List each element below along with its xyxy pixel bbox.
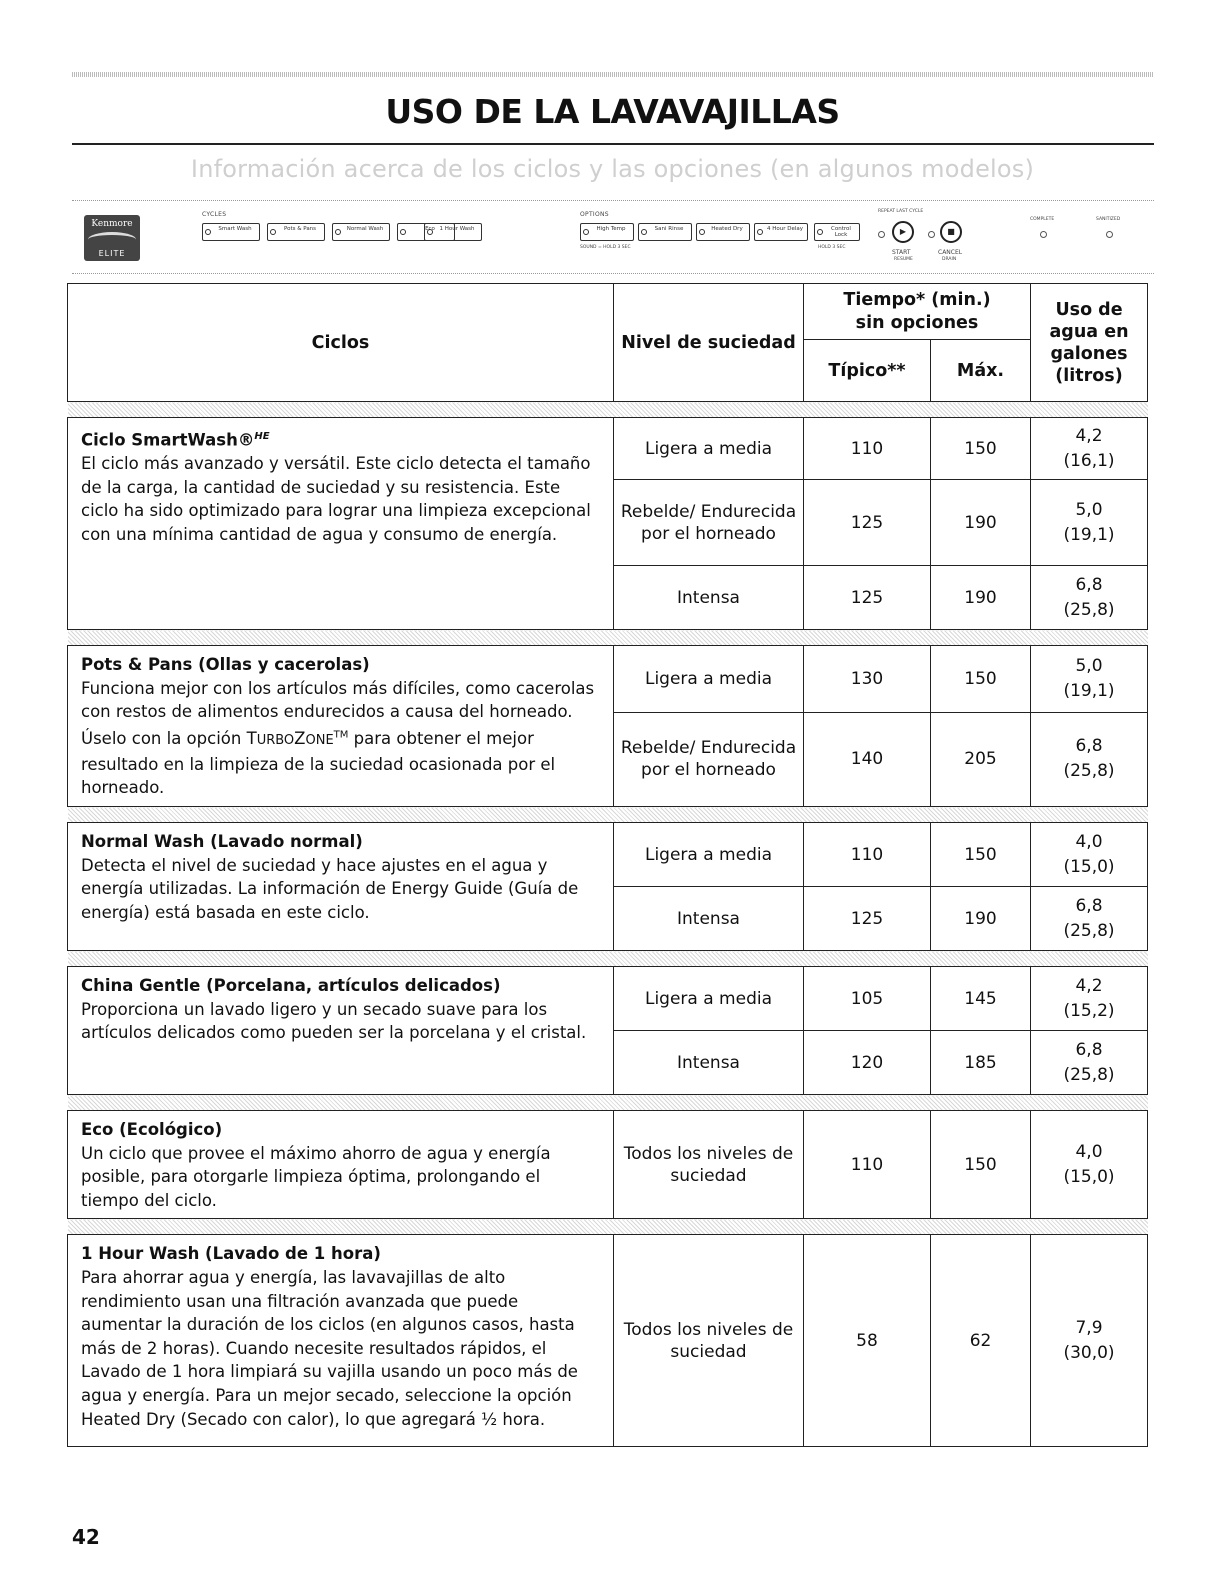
cycle-button-smart-wash: Smart Wash [202, 223, 260, 241]
logo-tag: ELITE [98, 249, 126, 258]
water-usage [1031, 566, 1148, 630]
water-liters: (19,1) [1063, 680, 1115, 701]
complete-label: COMPLETE [1030, 217, 1055, 222]
time-typical: 125 [804, 480, 931, 566]
water-liters: (19,1) [1063, 524, 1115, 545]
logo-brand: Kenmore [91, 219, 133, 229]
table-header-row [68, 284, 1148, 340]
header-cycles: Ciclos [68, 284, 614, 402]
soil-level: Ligera a media [614, 646, 804, 713]
drain-label: DRAIN [942, 257, 957, 262]
time-max: 150 [931, 646, 1031, 713]
water-gallons: 4,2 [1075, 425, 1103, 446]
control-lock-button: Control Lock [814, 223, 860, 241]
cycle-1-hour-wash-cell [68, 1235, 614, 1447]
soil-level: Todos los niveles de suciedad [614, 1235, 804, 1447]
water-usage [1031, 1111, 1148, 1219]
time-typical: 110 [804, 1111, 931, 1219]
cycle-description: Para ahorrar agua y energía, las lavavajillas de alto rendimiento usan una filtración avanzada que puede aumentar la duración de los ciclos (en algunos casos, hasta más de 2 horas). Cuando necesite resultados rápidos, el Lavado de 1 hora limpiará su vajilla usando un poco más de agua y energía. Para un mejor secado, seleccione la opción Heated Dry (Secado con calor), lo que agregará ½ hora. [81, 1268, 578, 1429]
cycle-button-normal-wash: Normal Wash [332, 223, 390, 241]
header-water: Uso de agua en galones (litros) [1031, 284, 1148, 402]
sound-hold-note: SOUND = HOLD 3 SEC [580, 245, 631, 250]
water-gallons: 4,2 [1075, 975, 1103, 996]
table-row [68, 646, 1148, 713]
cycle-button-1-hour-wash: 1 Hour Wash [424, 223, 482, 241]
water-gallons: 4,0 [1075, 1141, 1103, 1162]
cycle-pots-pans-cell [68, 646, 614, 807]
header-soil-level: Nivel de suciedad [614, 284, 804, 402]
water-liters: (25,8) [1063, 599, 1115, 620]
cycle-description: Proporciona un lavado ligero y un secado suave para los artículos delicados como pueden ser la porcelana y el cristal. [81, 999, 587, 1043]
water-liters: (16,1) [1063, 450, 1115, 471]
water-liters: (25,8) [1063, 920, 1115, 941]
control-panel-illustration [72, 200, 1154, 274]
row-gap [68, 951, 1148, 967]
description-part: para obtener el mejor resultado en la limpieza de la suciedad ocasionada por el horneado. [81, 729, 556, 798]
time-max: 190 [931, 566, 1031, 630]
soil-level: Rebelde/ Endurecida por el horneado [614, 480, 804, 566]
water-liters: (15,0) [1063, 1166, 1115, 1187]
time-typical: 58 [804, 1235, 931, 1447]
time-max: 62 [931, 1235, 1031, 1447]
water-usage [1031, 1031, 1148, 1095]
cycle-eco-cell [68, 1111, 614, 1219]
water-usage [1031, 418, 1148, 480]
row-gap [68, 402, 1148, 418]
table-row [68, 967, 1148, 1031]
cycle-name: Eco (Ecológico) [81, 1120, 223, 1140]
water-gallons: 5,0 [1075, 655, 1103, 676]
header-time [804, 284, 1031, 340]
water-gallons: 6,8 [1075, 895, 1103, 916]
turbozone-brand: ONE [305, 733, 334, 749]
hold-3-sec-note: HOLD 3 SEC [818, 245, 846, 250]
cycle-china-gentle-cell [68, 967, 614, 1095]
page-number: 42 [72, 1525, 100, 1549]
time-max: 145 [931, 967, 1031, 1031]
water-usage [1031, 823, 1148, 887]
header-time-sub: sin opciones [855, 312, 979, 333]
time-max: 150 [931, 823, 1031, 887]
cycle-button-pots-pans: Pots & Pans [267, 223, 325, 241]
turbozone-brand: T [246, 729, 257, 749]
water-gallons: 6,8 [1075, 736, 1103, 757]
water-usage [1031, 887, 1148, 951]
repeat-last-cycle-label: REPEAT LAST CYCLE [878, 209, 924, 214]
time-typical: 140 [804, 712, 931, 806]
cancel-indicator [928, 231, 935, 238]
water-gallons: 6,8 [1075, 1039, 1103, 1060]
water-usage [1031, 480, 1148, 566]
water-usage [1031, 646, 1148, 713]
page-subtitle: Información acerca de los ciclos y las opciones (en algunos modelos) [190, 155, 1035, 183]
soil-level: Ligera a media [614, 823, 804, 887]
table-row [68, 823, 1148, 887]
cycle-name [81, 425, 599, 452]
cycle-description: El ciclo más avanzado y versátil. Este ciclo detecta el tamaño de la carga, la cantidad de suciedad y su resistencia. Este ciclo ha sido optimizado para lograr una limpieza excepcional con una mínima cantidad de agua y consumo de energía. [81, 454, 591, 544]
time-typical: 110 [804, 823, 931, 887]
water-usage [1031, 712, 1148, 806]
cycle-description: Un ciclo que provee el máximo ahorro de agua y energía posible, para otorgarle limpieza óptima, prolongando el tiempo del ciclo. [81, 1143, 551, 1210]
cycle-name: Pots & Pans (Ollas y cacerolas) [81, 655, 370, 674]
start-label: START [892, 249, 911, 256]
option-button-high-temp: High Temp [580, 223, 634, 241]
cycle-description: Detecta el nivel de suciedad y hace ajustes en el agua y energía utilizadas. La información de Energy Guide (Guía de energía) está basada en este ciclo. [81, 855, 579, 922]
row-gap [68, 1095, 1148, 1111]
row-gap [68, 1219, 1148, 1235]
cycle-name: China Gentle (Porcelana, artículos delicados) [81, 976, 501, 996]
logo-wave-icon [88, 232, 136, 247]
option-button-4-hour-delay: 4 Hour Delay [754, 223, 808, 241]
sanitized-label: SANITIZED [1096, 217, 1121, 222]
header-time-label: Tiempo* (min.) [843, 289, 991, 310]
cycle-button-eco: Eco [397, 223, 455, 241]
title-rule [72, 143, 1154, 145]
water-liters: (15,0) [1063, 856, 1115, 877]
cycles-label: CYCLES [202, 211, 227, 218]
water-liters: (15,2) [1063, 1000, 1115, 1021]
water-liters: (30,0) [1063, 1342, 1115, 1363]
kenmore-elite-logo [84, 215, 140, 261]
time-typical: 125 [804, 887, 931, 951]
complete-indicator [1040, 231, 1047, 238]
water-gallons: 5,0 [1075, 499, 1103, 520]
water-gallons: 6,8 [1075, 574, 1103, 595]
sanitized-indicator [1106, 231, 1113, 238]
time-max: 185 [931, 1031, 1031, 1095]
soil-level: Rebelde/ Endurecida por el horneado [614, 712, 804, 806]
row-gap [68, 630, 1148, 646]
cycle-name: 1 Hour Wash (Lavado de 1 hora) [81, 1244, 381, 1264]
soil-level: Ligera a media [614, 418, 804, 480]
soil-level: Intensa [614, 1031, 804, 1095]
water-usage [1031, 1235, 1148, 1447]
table-row [68, 418, 1148, 480]
time-max: 190 [931, 887, 1031, 951]
header-typical: Típico** [804, 340, 931, 402]
resume-label: RESUME [894, 257, 913, 262]
water-gallons: 4,0 [1075, 831, 1103, 852]
time-typical: 105 [804, 967, 931, 1031]
time-max: 150 [931, 418, 1031, 480]
soil-level: Intensa [614, 566, 804, 630]
trademark: TM [333, 729, 349, 741]
option-button-sani-rinse: Sani Rinse [638, 223, 692, 241]
cycle-name: Normal Wash (Lavado normal) [81, 832, 363, 852]
time-typical: 120 [804, 1031, 931, 1095]
cycle-description [81, 679, 594, 798]
cycle-name-text: Ciclo SmartWash® [81, 430, 255, 450]
cycle-name-sup: HE [254, 431, 270, 442]
cancel-label: CANCEL [938, 249, 963, 256]
time-typical: 110 [804, 418, 931, 480]
row-gap [68, 807, 1148, 823]
cycle-smartwash-cell [68, 418, 614, 630]
header-max: Máx. [931, 340, 1031, 402]
table-row [68, 1111, 1148, 1219]
water-gallons: 7,9 [1075, 1317, 1103, 1338]
cycle-normal-wash-cell [68, 823, 614, 951]
page-title: USO DE LA LAVAVAJILLAS [385, 92, 840, 131]
soil-level: Todos los niveles de suciedad [614, 1111, 804, 1219]
table-row [68, 1235, 1148, 1447]
option-button-heated-dry: Heated Dry [696, 223, 750, 241]
start-indicator [878, 231, 885, 238]
time-typical: 130 [804, 646, 931, 713]
water-liters: (25,8) [1063, 1064, 1115, 1085]
time-max: 205 [931, 712, 1031, 806]
options-label: OPTIONS [580, 211, 609, 218]
turbozone-brand: Z [294, 729, 306, 749]
water-usage [1031, 967, 1148, 1031]
cancel-stop-icon: ■ [940, 221, 962, 243]
description-part: Funciona mejor con los artículos más difíciles, como cacerolas con restos de alimentos endurecidos a causa del horneado. Úselo con la opción [81, 678, 595, 749]
start-play-icon: ▶ [892, 221, 914, 243]
soil-level: Intensa [614, 887, 804, 951]
water-liters: (25,8) [1063, 761, 1115, 782]
cycles-table [67, 283, 1148, 1447]
turbozone-brand: URBO [256, 733, 295, 749]
time-max: 190 [931, 480, 1031, 566]
time-typical: 125 [804, 566, 931, 630]
top-rule [72, 72, 1154, 77]
time-max: 150 [931, 1111, 1031, 1219]
soil-level: Ligera a media [614, 967, 804, 1031]
